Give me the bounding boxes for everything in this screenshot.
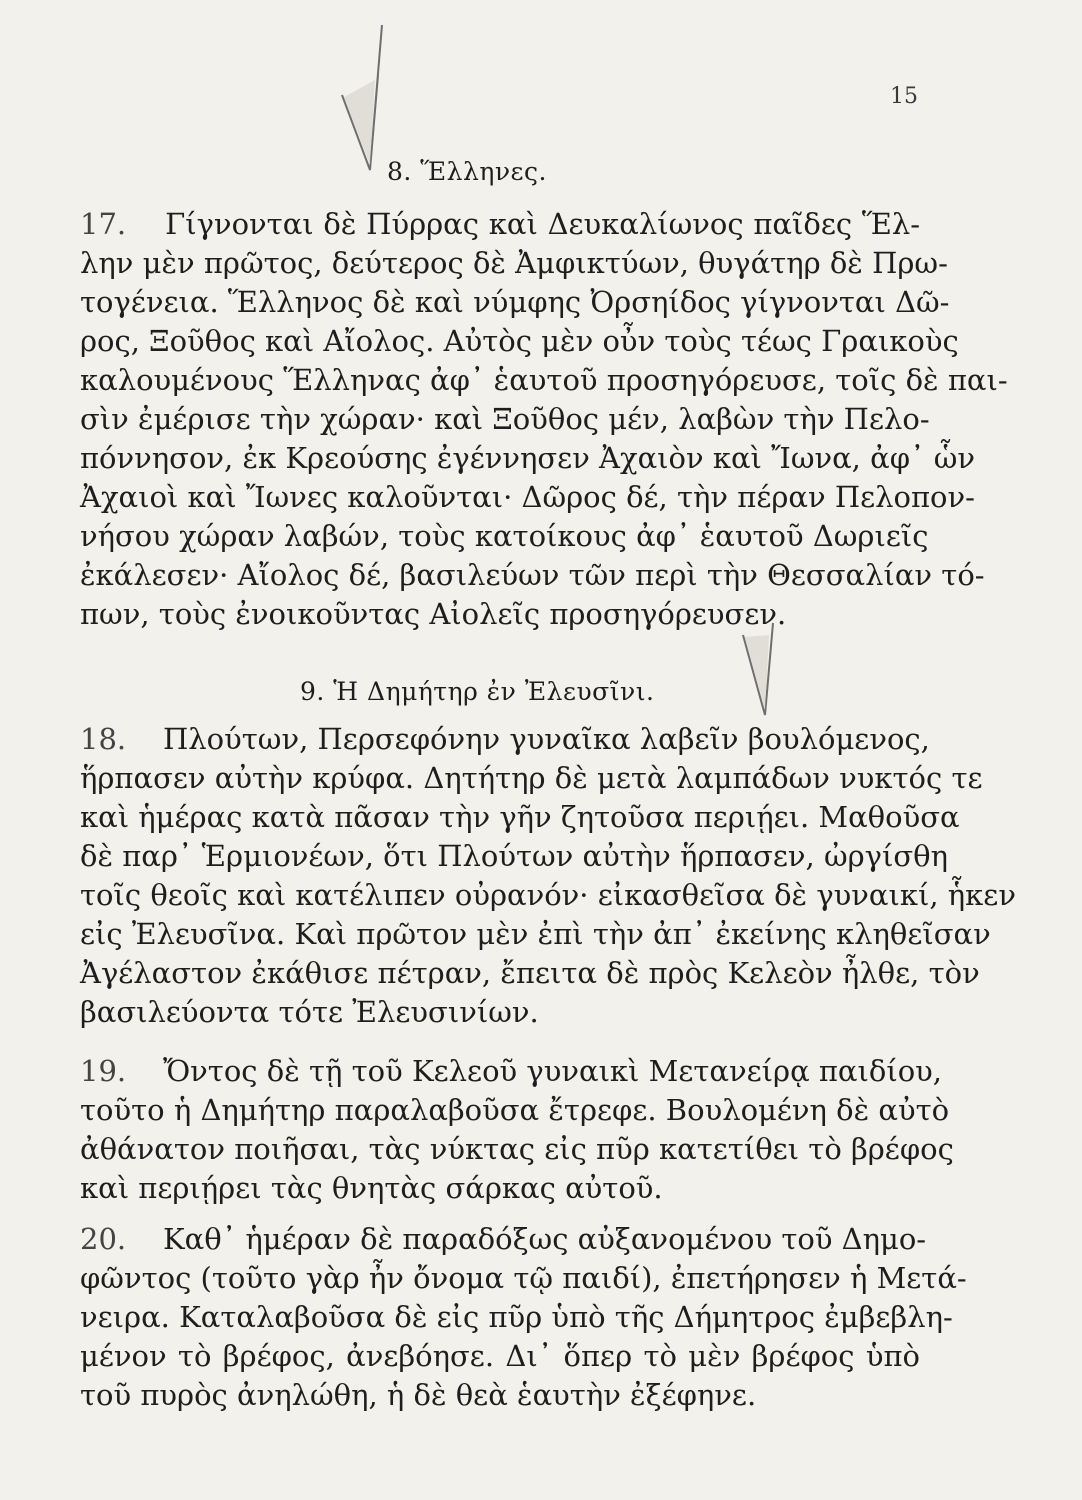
paragraph-line: πων, τοὺς ἐνοικοῦντας Αἰολεῖς προσηγόρευσεν. <box>80 597 787 631</box>
paragraph-line: σὶν ἐμέρισε τὴν χώραν· καὶ Ξοῦθος μέν, λαβὼν τὴν Πελο- <box>80 402 930 436</box>
pencil-mark-top <box>330 15 410 175</box>
paragraph-line: τογένεια. Ἕλληνος δὲ καὶ νύμφης Ὀρσηίδος γίγνονται Δῶ- <box>80 285 950 319</box>
paragraph-line: Ἀγέλαστον ἐκάθισε πέτραν, ἔπειτα δὲ πρὸς Κελεὸν ἦλθε, τὸν <box>80 956 980 990</box>
paragraph-number: 17. <box>80 207 127 241</box>
paragraph-line: καὶ περιῄρει τὰς θνητὰς σάρκας αὐτοῦ. <box>80 1171 663 1205</box>
paragraph-line: φῶντος (τοῦτο γὰρ ἦν ὄνομα τῷ παιδί), ἐπετήρησεν ἡ Μετά- <box>80 1261 967 1295</box>
paragraph-line: 20. Καθ᾽ ἡμέραν δὲ παραδόξως αὐξανομένου τοῦ Δημο- <box>80 1222 927 1256</box>
paragraph-line: ἐκάλεσεν· Αἴολος δέ, βασιλεύων τῶν περὶ τὴν Θεσσαλίαν τό- <box>80 558 985 592</box>
paragraph-line: νήσου χώραν λαβών, τοὺς κατοίκους ἀφ᾽ ἑαυτοῦ Δωριεῖς <box>80 519 929 553</box>
paragraph-line: βασιλεύοντα τότε Ἐλευσινίων. <box>80 995 539 1029</box>
section-heading-text: 8. Ἕλληνες. <box>387 157 547 186</box>
paragraph-line: νειρα. Καταλαβοῦσα δὲ εἰς πῦρ ὑπὸ τῆς Δήμητρος ἐμβεβλη- <box>80 1300 953 1334</box>
paragraph-line: εἰς Ἐλευσῖνα. Καὶ πρῶτον μὲν ἐπὶ τὴν ἀπ᾽ ἐκείνης κληθεῖσαν <box>80 917 991 951</box>
paragraph-line: ἥρπασεν αὐτὴν κρύφα. Δητήτηρ δὲ μετὰ λαμπάδων νυκτός τε <box>80 761 983 795</box>
paragraph-line: λην μὲν πρῶτος, δεύτερος δὲ Ἀμφικτύων, θυγάτηρ δὲ Πρω- <box>80 246 948 280</box>
paragraph-line: τοῦ πυρὸς ἀνηλώθη, ἡ δὲ θεὰ ἑαυτὴν ἐξέφηνε. <box>80 1378 757 1412</box>
paragraph-line: πόννησον, ἐκ Κρεούσης ἐγέννησεν Ἀχαιὸν καὶ Ἴωνα, ἀφ᾽ ὧν <box>80 441 976 475</box>
paragraph-number: 19. <box>80 1054 127 1088</box>
paragraph-line: δὲ παρ᾽ Ἑρμιονέων, ὅτι Πλούτων αὐτὴν ἥρπασεν, ὠργίσθη <box>80 839 948 873</box>
paragraph-line: Ἀχαιοὶ καὶ Ἴωνες καλοῦνται· Δῶρος δέ, τὴν πέραν Πελοπον- <box>80 480 975 514</box>
paragraph-line: 18. Πλούτων, Περσεφόνην γυναῖκα λαβεῖν βουλόμενος, <box>80 722 930 756</box>
paragraph-line: μένον τὸ βρέφος, ἀνεβόησε. Δι᾽ ὅπερ τὸ μὲν βρέφος ὑπὸ <box>80 1339 920 1373</box>
paragraph-line: καλουμένους Ἕλληνας ἀφ᾽ ἑαυτοῦ προσηγόρευσε, τοῖς δὲ παι- <box>80 363 1008 397</box>
paragraph-line: ἀθάνατον ποιῆσαι, τὰς νύκτας εἰς πῦρ κατετίθει τὸ βρέφος <box>80 1132 954 1166</box>
paragraph-line: τοῖς θεοῖς καὶ κατέλιπεν οὐρανόν· εἰκασθεῖσα δὲ γυναικί, ἧκεν <box>80 878 1016 912</box>
paragraph-line: τοῦτο ἡ Δημήτηρ παραλαβοῦσα ἔτρεφε. Βουλομένη δὲ αὐτὸ <box>80 1093 950 1127</box>
paragraph-line: ρος, Ξοῦθος καὶ Αἴολος. Αὐτὸς μὲν οὖν τοὺς τέως Γραικοὺς <box>80 324 959 358</box>
section-heading-text: 9. Ἡ Δημήτηρ ἐν Ἐλευσῖνι. <box>300 677 655 706</box>
paragraph-line: 19. Ὄντος δὲ τῇ τοῦ Κελεοῦ γυναικὶ Μετανείρᾳ παιδίου, <box>80 1054 943 1088</box>
paragraph-number: 18. <box>80 722 127 756</box>
paragraph-number: 20. <box>80 1222 127 1256</box>
paragraph-line: 17. Γίγνονται δὲ Πύρρας καὶ Δευκαλίωνος παῖδες Ἕλ- <box>80 207 921 241</box>
paragraph-line: καὶ ἡμέρας κατὰ πᾶσαν τὴν γῆν ζητοῦσα περιῄει. Μαθοῦσα <box>80 800 960 834</box>
page-number: 15 <box>890 84 918 109</box>
